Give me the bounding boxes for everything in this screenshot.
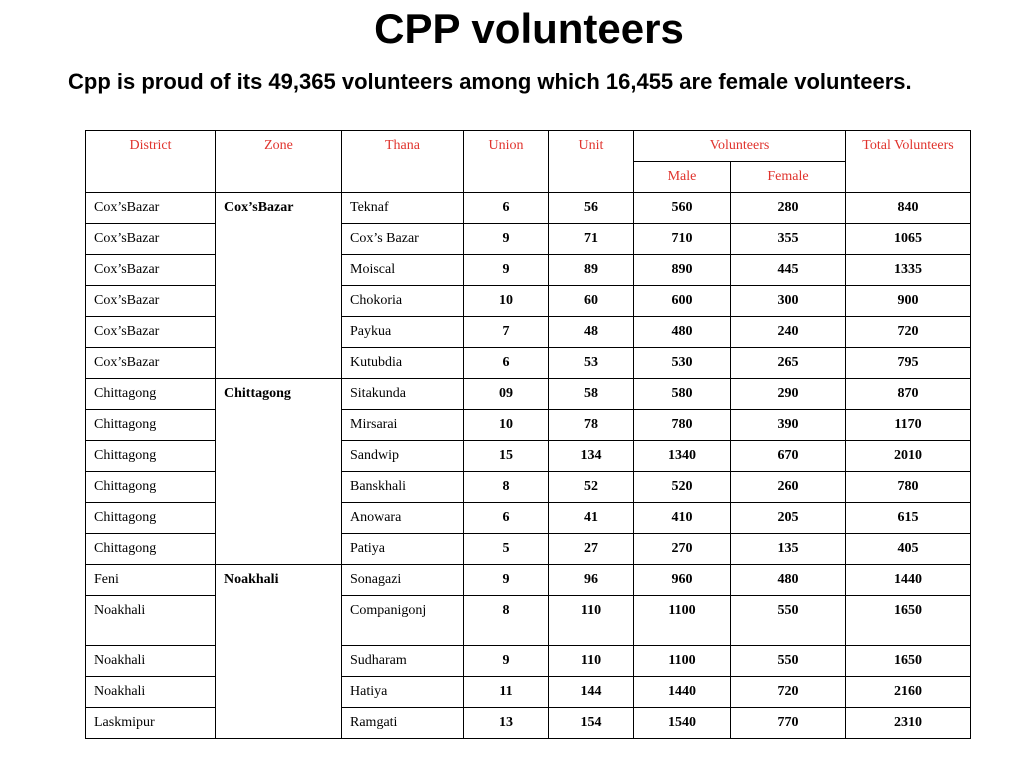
female-cell: 265 bbox=[731, 348, 846, 379]
male-cell: 1440 bbox=[634, 677, 731, 708]
male-cell: 580 bbox=[634, 379, 731, 410]
district-cell: Cox’sBazar bbox=[86, 193, 216, 224]
total-cell: 615 bbox=[846, 503, 971, 534]
union-cell: 9 bbox=[464, 646, 549, 677]
total-cell: 1650 bbox=[846, 596, 971, 646]
total-cell: 2310 bbox=[846, 708, 971, 739]
thana-cell: Ramgati bbox=[342, 708, 464, 739]
male-cell: 560 bbox=[634, 193, 731, 224]
thana-cell: Sandwip bbox=[342, 441, 464, 472]
thana-cell: Mirsarai bbox=[342, 410, 464, 441]
total-cell: 1170 bbox=[846, 410, 971, 441]
unit-cell: 56 bbox=[549, 193, 634, 224]
unit-cell: 58 bbox=[549, 379, 634, 410]
thana-cell: Teknaf bbox=[342, 193, 464, 224]
unit-cell: 71 bbox=[549, 224, 634, 255]
unit-cell: 154 bbox=[549, 708, 634, 739]
zone-cell: Chittagong bbox=[216, 379, 342, 565]
union-cell: 6 bbox=[464, 503, 549, 534]
district-cell: Cox’sBazar bbox=[86, 224, 216, 255]
unit-cell: 60 bbox=[549, 286, 634, 317]
header-union: Union bbox=[464, 131, 549, 193]
male-cell: 600 bbox=[634, 286, 731, 317]
total-cell: 1650 bbox=[846, 646, 971, 677]
female-cell: 480 bbox=[731, 565, 846, 596]
male-cell: 410 bbox=[634, 503, 731, 534]
district-cell: Chittagong bbox=[86, 534, 216, 565]
header-unit: Unit bbox=[549, 131, 634, 193]
district-cell: Chittagong bbox=[86, 379, 216, 410]
district-cell: Noakhali bbox=[86, 646, 216, 677]
unit-cell: 144 bbox=[549, 677, 634, 708]
union-cell: 8 bbox=[464, 472, 549, 503]
district-cell: Chittagong bbox=[86, 410, 216, 441]
page-title: CPP volunteers bbox=[374, 5, 684, 52]
male-cell: 1100 bbox=[634, 646, 731, 677]
zone-cell: Noakhali bbox=[216, 565, 342, 739]
male-cell: 890 bbox=[634, 255, 731, 286]
male-cell: 480 bbox=[634, 317, 731, 348]
header-district: District bbox=[86, 131, 216, 193]
total-cell: 1440 bbox=[846, 565, 971, 596]
union-cell: 11 bbox=[464, 677, 549, 708]
thana-cell: Moiscal bbox=[342, 255, 464, 286]
header-female: Female bbox=[731, 162, 846, 193]
table-row bbox=[86, 379, 971, 410]
table-row bbox=[86, 565, 971, 596]
male-cell: 780 bbox=[634, 410, 731, 441]
thana-cell: Cox’s Bazar bbox=[342, 224, 464, 255]
female-cell: 290 bbox=[731, 379, 846, 410]
male-cell: 1540 bbox=[634, 708, 731, 739]
union-cell: 9 bbox=[464, 224, 549, 255]
female-cell: 300 bbox=[731, 286, 846, 317]
page-subtitle: Cpp is proud of its 49,365 volunteers among which 16,455 are female volunteers. bbox=[68, 69, 912, 94]
table-body bbox=[86, 193, 971, 739]
female-cell: 205 bbox=[731, 503, 846, 534]
unit-cell: 27 bbox=[549, 534, 634, 565]
female-cell: 355 bbox=[731, 224, 846, 255]
district-cell: Cox’sBazar bbox=[86, 317, 216, 348]
total-cell: 405 bbox=[846, 534, 971, 565]
female-cell: 550 bbox=[731, 596, 846, 646]
total-cell: 720 bbox=[846, 317, 971, 348]
district-cell: Cox’sBazar bbox=[86, 348, 216, 379]
unit-cell: 41 bbox=[549, 503, 634, 534]
unit-cell: 52 bbox=[549, 472, 634, 503]
female-cell: 445 bbox=[731, 255, 846, 286]
female-cell: 720 bbox=[731, 677, 846, 708]
thana-cell: Paykua bbox=[342, 317, 464, 348]
total-cell: 870 bbox=[846, 379, 971, 410]
total-cell: 840 bbox=[846, 193, 971, 224]
male-cell: 1100 bbox=[634, 596, 731, 646]
thana-cell: Chokoria bbox=[342, 286, 464, 317]
total-cell: 1065 bbox=[846, 224, 971, 255]
unit-cell: 110 bbox=[549, 596, 634, 646]
thana-cell: Patiya bbox=[342, 534, 464, 565]
thana-cell: Sudharam bbox=[342, 646, 464, 677]
female-cell: 770 bbox=[731, 708, 846, 739]
unit-cell: 78 bbox=[549, 410, 634, 441]
zone-cell: Cox’sBazar bbox=[216, 193, 342, 379]
male-cell: 530 bbox=[634, 348, 731, 379]
female-cell: 280 bbox=[731, 193, 846, 224]
male-cell: 1340 bbox=[634, 441, 731, 472]
district-cell: Chittagong bbox=[86, 441, 216, 472]
male-cell: 710 bbox=[634, 224, 731, 255]
female-cell: 135 bbox=[731, 534, 846, 565]
thana-cell: Companigonj bbox=[342, 596, 464, 646]
header-zone: Zone bbox=[216, 131, 342, 193]
union-cell: 7 bbox=[464, 317, 549, 348]
union-cell: 10 bbox=[464, 286, 549, 317]
female-cell: 390 bbox=[731, 410, 846, 441]
female-cell: 240 bbox=[731, 317, 846, 348]
thana-cell: Sitakunda bbox=[342, 379, 464, 410]
male-cell: 270 bbox=[634, 534, 731, 565]
thana-cell: Hatiya bbox=[342, 677, 464, 708]
unit-cell: 48 bbox=[549, 317, 634, 348]
union-cell: 9 bbox=[464, 565, 549, 596]
district-cell: Laskmipur bbox=[86, 708, 216, 739]
header-volunteers: Volunteers bbox=[634, 131, 846, 162]
thana-cell: Anowara bbox=[342, 503, 464, 534]
union-cell: 10 bbox=[464, 410, 549, 441]
header-total-volunteers: Total Volunteers bbox=[846, 131, 971, 193]
total-cell: 780 bbox=[846, 472, 971, 503]
union-cell: 9 bbox=[464, 255, 549, 286]
thana-cell: Banskhali bbox=[342, 472, 464, 503]
total-cell: 1335 bbox=[846, 255, 971, 286]
unit-cell: 110 bbox=[549, 646, 634, 677]
union-cell: 09 bbox=[464, 379, 549, 410]
district-cell: Noakhali bbox=[86, 596, 216, 646]
total-cell: 900 bbox=[846, 286, 971, 317]
district-cell: Cox’sBazar bbox=[86, 255, 216, 286]
male-cell: 960 bbox=[634, 565, 731, 596]
unit-cell: 53 bbox=[549, 348, 634, 379]
table-row bbox=[86, 193, 971, 224]
thana-cell: Kutubdia bbox=[342, 348, 464, 379]
union-cell: 6 bbox=[464, 193, 549, 224]
female-cell: 260 bbox=[731, 472, 846, 503]
unit-cell: 89 bbox=[549, 255, 634, 286]
union-cell: 13 bbox=[464, 708, 549, 739]
male-cell: 520 bbox=[634, 472, 731, 503]
female-cell: 670 bbox=[731, 441, 846, 472]
union-cell: 15 bbox=[464, 441, 549, 472]
unit-cell: 96 bbox=[549, 565, 634, 596]
header-male: Male bbox=[634, 162, 731, 193]
total-cell: 2010 bbox=[846, 441, 971, 472]
total-cell: 795 bbox=[846, 348, 971, 379]
table-header-row bbox=[86, 131, 971, 162]
district-cell: Noakhali bbox=[86, 677, 216, 708]
volunteers-table bbox=[85, 130, 971, 739]
female-cell: 550 bbox=[731, 646, 846, 677]
header-thana: Thana bbox=[342, 131, 464, 193]
thana-cell: Sonagazi bbox=[342, 565, 464, 596]
total-cell: 2160 bbox=[846, 677, 971, 708]
union-cell: 5 bbox=[464, 534, 549, 565]
district-cell: Feni bbox=[86, 565, 216, 596]
district-cell: Chittagong bbox=[86, 503, 216, 534]
unit-cell: 134 bbox=[549, 441, 634, 472]
district-cell: Cox’sBazar bbox=[86, 286, 216, 317]
district-cell: Chittagong bbox=[86, 472, 216, 503]
union-cell: 8 bbox=[464, 596, 549, 646]
union-cell: 6 bbox=[464, 348, 549, 379]
